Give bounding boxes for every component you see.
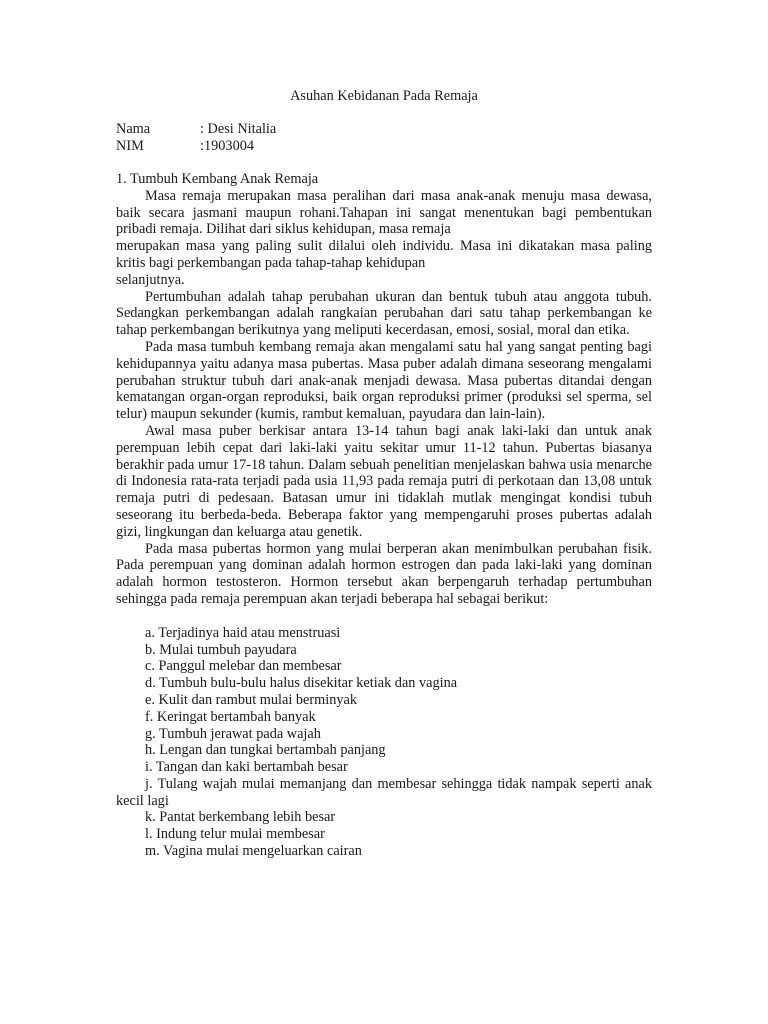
document-title: Asuhan Kebidanan Pada Remaja (290, 88, 478, 104)
list-item: g. Tumbuh jerawat pada wajah (145, 725, 321, 742)
list-item: l. Indung telur mulai membesar (145, 826, 325, 843)
nim-value: :1903004 (200, 138, 255, 154)
list-item: e. Kulit dan rambut mulai berminyak (145, 691, 358, 708)
list-item: d. Tumbuh bulu-bulu halus disekitar ketiak dan vagina (145, 675, 458, 692)
paragraph-1c: selanjutnya. (116, 271, 185, 288)
paragraph-5: Pada masa pubertas hormon yang mulai berperan akan menimbulkan perubahan fisik. Pada perempuan yang dominan adalah hormon estrogen dan pada laki-laki yang dominan adalah hormon testosteron. Hormon tersebut akan berpengaruh terhadap pertumbuhan sehingga pada remaja perempuan akan terjadi beberapa hal sebagai berikut: (116, 540, 652, 607)
identity-block (116, 121, 652, 155)
list-item: k. Pantat berkembang lebih besar (145, 809, 336, 826)
identity-row-nim (116, 138, 652, 155)
name-value: : Desi Nitalia (200, 121, 277, 137)
document-body (116, 88, 652, 860)
list-item: a. Terjadinya haid atau menstruasi (145, 624, 341, 641)
paragraph-1a: Masa remaja merupakan masa peralihan dari masa anak-anak menuju masa dewasa, baik secara jasmani maupun rohani.Tahapan ini sangat menentukan bagi pembentukan pribadi remaja. Dilihat dari siklus kehidupan, masa remaja (116, 187, 652, 238)
paragraph-3: Pada masa tumbuh kembang remaja akan mengalami satu hal yang sangat penting bagi kehidupannya yaitu adanya masa pubertas. Masa puber adalah dimana seseorang mengalami perubahan struktur tubuh dari anak-anak menjadi dewasa. Masa pubertas ditandai dengan kematangan organ-organ reproduksi, baik organ reproduksi primer (produksi sel sperma, sel telur) maupun sekunder (kumis, rambut kemaluan, payudara dan lain-lain). (116, 338, 652, 423)
identity-row-name (116, 121, 652, 138)
paragraph-1b: merupakan masa yang paling sulit dilalui oleh individu. Masa ini dikatakan masa paling kritis bagi perkembangan pada tahap-tahap kehidupan (116, 238, 652, 271)
list-item: c. Panggul melebar dan membesar (145, 658, 342, 675)
list-item: i. Tangan dan kaki bertambah besar (145, 759, 348, 776)
section-heading: 1. Tumbuh Kembang Anak Remaja (116, 171, 319, 187)
list-item: m. Vagina mulai mengeluarkan cairan (145, 843, 362, 860)
list-item: b. Mulai tumbuh payudara (145, 641, 297, 658)
nim-label: NIM (116, 138, 144, 154)
change-list (116, 625, 652, 860)
list-item: j. Tulang wajah mulai memanjang dan membesar sehingga tidak nampak seperti anak kecil lagi (116, 775, 652, 809)
list-item: f. Keringat bertambah banyak (145, 708, 316, 725)
list-item: h. Lengan dan tungkai bertambah panjang (145, 742, 386, 759)
paragraph-4: Awal masa puber berkisar antara 13-14 tahun bagi anak laki-laki dan untuk anak perempuan lebih cepat dari laki-laki yaitu sekitar umur 11-12 tahun. Pubertas biasanya berakhir pada umur 17-18 tahun. Dalam sebuah penelitian menjelaskan bahwa usia menarche di Indonesia rata-rata terjadi pada usia 11,93 pada remaja putri di perkotaan dan 13,08 untuk remaja putri di pedesaan. Batasan umur ini tidaklah mutlak mengingat kondisi tubuh seseorang itu berbeda-beda. Beberapa faktor yang mempengaruhi proses pubertas adalah gizi, lingkungan dan keluarga atau genetik. (116, 422, 652, 540)
paragraph-2: Pertumbuhan adalah tahap perubahan ukuran dan bentuk tubuh atau anggota tubuh. Sedangkan perkembangan adalah rangkaian perubahan dari satu tahap perkembangan ke tahap perkembangan berikutnya yang meliputi kecerdasan, emosi, sosial, moral dan etika. (116, 288, 652, 339)
name-label: Nama (116, 121, 151, 137)
